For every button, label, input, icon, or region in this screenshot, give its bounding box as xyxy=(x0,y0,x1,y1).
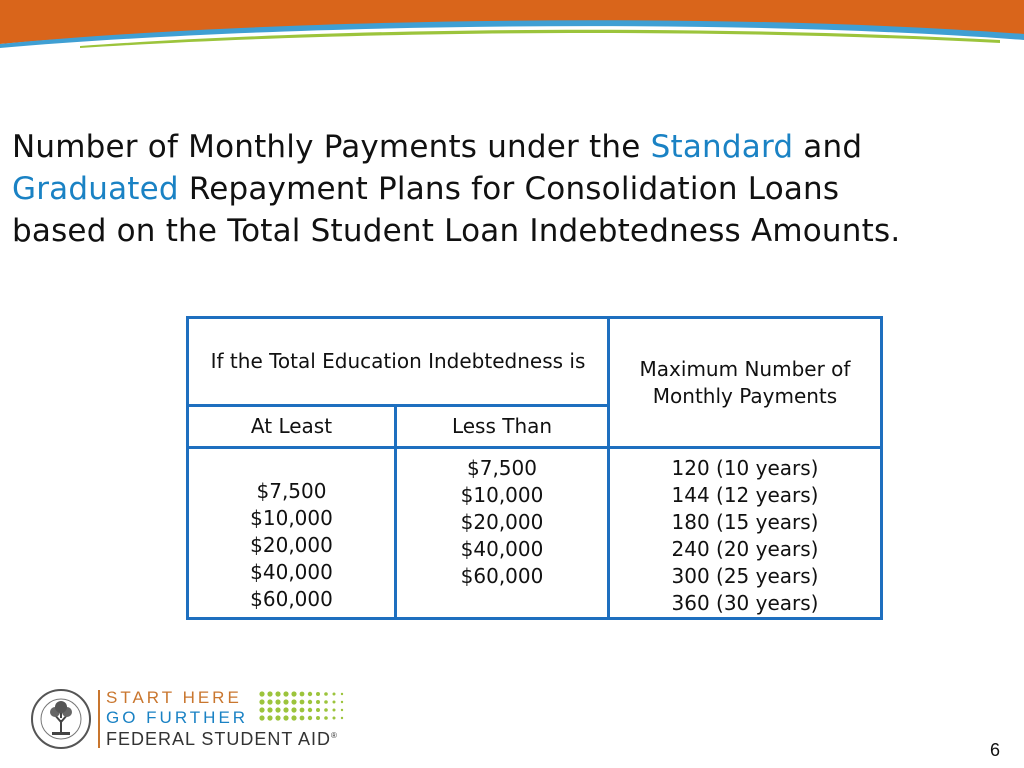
standard-highlight: Standard xyxy=(650,129,794,165)
table-cell: $10,000 xyxy=(250,506,333,530)
department-seal-icon xyxy=(30,688,92,750)
page-number: 6 xyxy=(989,740,1000,760)
less-than-column xyxy=(396,448,609,619)
logo-start-here: START HERE xyxy=(106,688,242,707)
header-indebtedness: If the Total Education Indebtedness is xyxy=(188,318,609,406)
graduated-highlight: Graduated xyxy=(12,171,179,207)
federal-student-aid-logo xyxy=(30,686,350,752)
table-cell: $60,000 xyxy=(460,564,544,588)
table-cell: 300 (25 years) xyxy=(671,564,819,588)
table-cell: $60,000 xyxy=(250,587,333,611)
logo-divider xyxy=(98,690,100,748)
table-cell: $10,000 xyxy=(460,483,544,507)
header-at-least: At Least xyxy=(188,406,396,448)
logo-go-further: GO FURTHER xyxy=(106,708,249,727)
header-max-payments: Maximum Number of Monthly Payments xyxy=(609,318,882,448)
table-cell: $40,000 xyxy=(460,537,544,561)
at-least-column xyxy=(188,448,396,619)
table-cell: $7,500 xyxy=(467,456,537,480)
max-payments-column xyxy=(609,448,882,619)
logo-federal-student-aid: FEDERAL STUDENT AID® xyxy=(106,729,338,749)
table-cell: 120 (10 years) xyxy=(671,456,819,480)
table-cell: $7,500 xyxy=(256,479,327,503)
header-less-than: Less Than xyxy=(396,406,609,448)
table-cell: 144 (12 years) xyxy=(671,483,819,507)
table-cell: 360 (30 years) xyxy=(671,591,819,615)
table-cell: 240 (20 years) xyxy=(671,537,819,561)
table-cell: $20,000 xyxy=(250,533,333,557)
table-cell: 180 (15 years) xyxy=(671,510,819,534)
header-banner xyxy=(0,0,1024,60)
slide-title: Number of Monthly Payments under the Standard and Graduated Repayment Plans for Consolidation Loans based on the Total Student Loan Indebtedness Amounts. xyxy=(12,129,901,249)
payments-table xyxy=(186,316,883,620)
table-cell: $40,000 xyxy=(250,560,333,584)
table-cell: $20,000 xyxy=(460,510,544,534)
dot-pattern-icon xyxy=(256,688,348,728)
